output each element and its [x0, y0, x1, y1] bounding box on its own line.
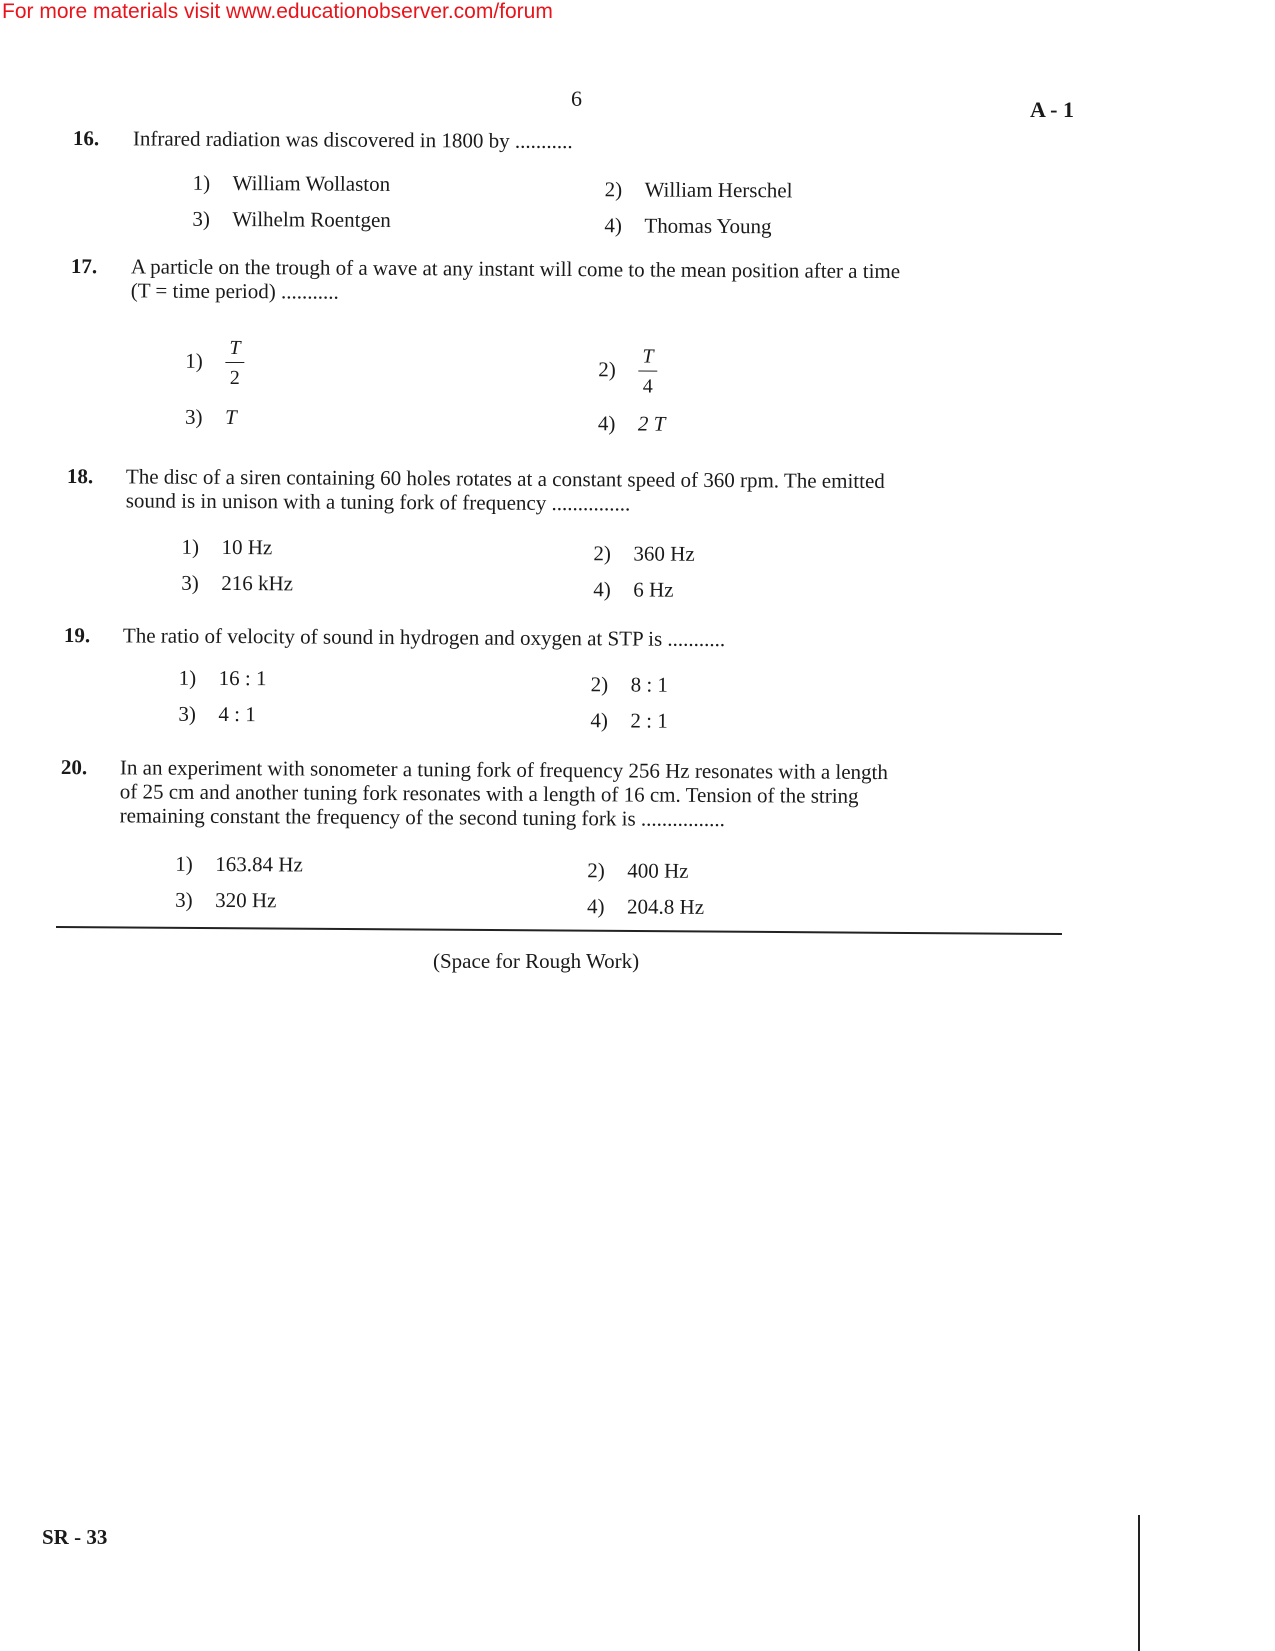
question-text-line-2: of 25 cm and another tuning fork resonates with a length of 16 cm. Tension of the string: [119, 779, 859, 808]
option-1: 1) $\frac{T}{2}$: [185, 337, 244, 389]
question-text-line-1: In an experiment with sonometer a tuning fork of frequency 256 Hz resonates with a length: [119, 755, 889, 785]
option-3: 3) T: [184, 404, 237, 430]
question-text-line-3: remaining constant the frequency of the second tuning fork is ................: [119, 803, 726, 832]
footer-code: SR - 33: [42, 1525, 108, 1549]
option-3: 3) 216 kHz: [181, 570, 294, 596]
rough-work-label: (Space for Rough Work): [433, 949, 640, 973]
page-number: 6: [571, 86, 582, 111]
option-3: 3) 4 : 1: [178, 701, 256, 727]
question-number: 18.: [66, 464, 94, 489]
question-text-line-1: The disc of a siren containing 60 holes rotates at a constant speed of 360 rpm. The emitted: [125, 464, 885, 493]
option-4: 4) 2 T: [597, 411, 666, 436]
paper-code: A - 1: [1030, 97, 1074, 122]
option-1: 1) 10 Hz: [181, 534, 273, 560]
question-text: Infrared radiation was discovered in 1800 by ...........: [132, 126, 573, 154]
option-1: 1) William Wollaston: [192, 170, 391, 196]
option-4: 4) 6 Hz: [593, 577, 674, 602]
option-1: 1) 16 : 1: [178, 665, 267, 691]
question-number: 17.: [70, 254, 98, 279]
question-number: 16.: [72, 126, 100, 151]
question-number: 20.: [60, 755, 88, 780]
option-4: 4) 2 : 1: [590, 708, 668, 733]
option-2: 2) 8 : 1: [590, 672, 669, 697]
option-3: 3) 320 Hz: [175, 887, 277, 913]
option-3: 3) Wilhelm Roentgen: [192, 206, 391, 232]
scan-edge-line: [1138, 1515, 1140, 1651]
question-text-line-2: sound is in unison with a tuning fork of frequency ...............: [125, 488, 631, 516]
option-2: 2) 360 Hz: [593, 541, 695, 566]
section-divider: [56, 926, 1062, 935]
option-1: 1) 163.84 Hz: [175, 851, 303, 877]
question-text-line-2: (T = time period) ...........: [130, 278, 339, 304]
option-2: 2) 400 Hz: [587, 858, 689, 883]
option-2: 2) $\frac{T}{4}$: [598, 345, 657, 397]
option-4: 4) Thomas Young: [604, 213, 772, 239]
question-number: 19.: [63, 623, 91, 648]
question-text-line-1: A particle on the trough of a wave at any instant will come to the mean position after a time: [130, 254, 901, 284]
option-4: 4) 204.8 Hz: [587, 894, 705, 919]
option-2: 2) William Herschel: [604, 177, 793, 203]
question-text: The ratio of velocity of sound in hydrogen and oxygen at STP is ...........: [122, 623, 726, 652]
website-banner: For more materials visit www.educationobserver.com/forum: [2, 0, 553, 23]
